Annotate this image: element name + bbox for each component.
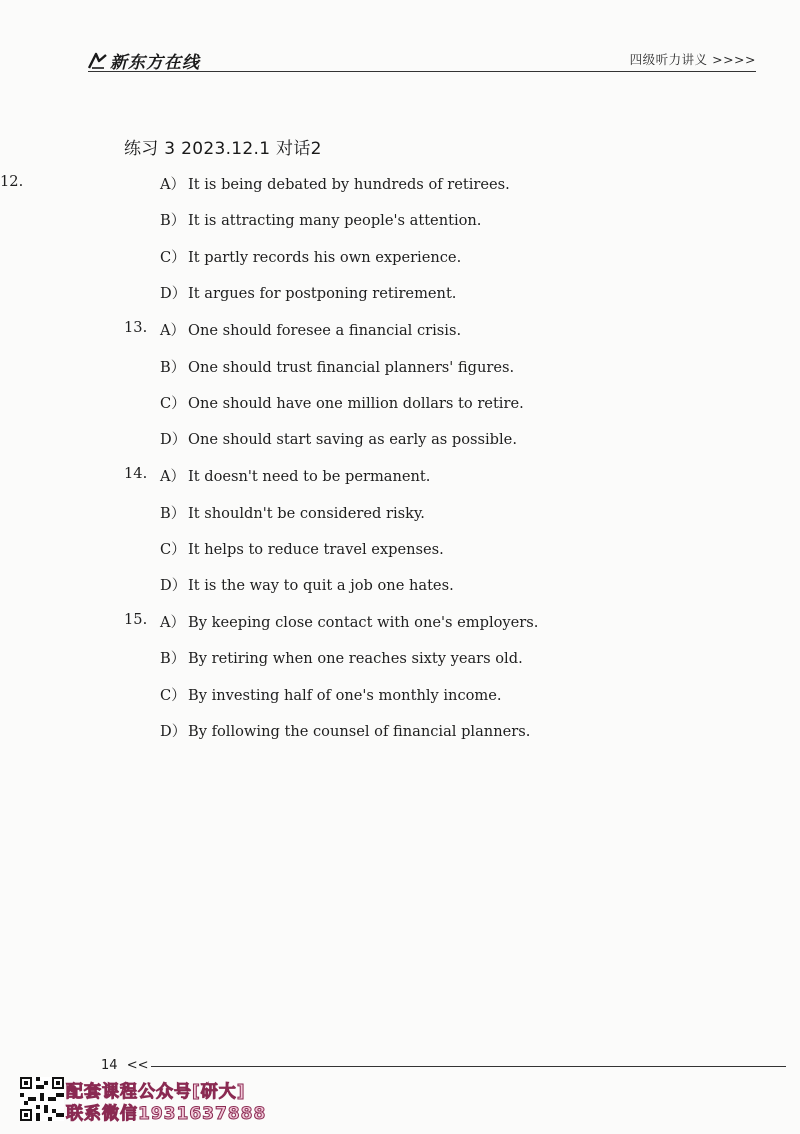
question-number: 13. <box>124 319 148 336</box>
option-letter: D） <box>160 431 187 448</box>
qr-code-icon <box>20 1077 64 1121</box>
option-a <box>160 319 461 340</box>
option-text: By retiring when one reaches sixty years old. <box>188 650 523 667</box>
page-number-value: 14 <box>101 1058 118 1073</box>
option-letter: C） <box>160 395 186 412</box>
brand-logo <box>88 48 200 73</box>
option-letter: D） <box>160 285 187 302</box>
option-a <box>160 611 538 632</box>
promo-watermark <box>20 1077 320 1123</box>
option-d <box>160 428 517 449</box>
option-letter: A） <box>160 176 186 193</box>
option-row <box>0 173 36 190</box>
option-letter: C） <box>160 687 186 704</box>
option-a <box>160 173 510 194</box>
question-number: 12. <box>0 173 24 190</box>
logo-text: 新东方在线 <box>110 53 200 73</box>
option-b <box>160 356 514 377</box>
option-text: One should trust financial planners' figures. <box>188 359 515 376</box>
option-letter: A） <box>160 614 186 631</box>
option-text: One should foresee a financial crisis. <box>188 322 462 339</box>
option-text: It helps to reduce travel expenses. <box>188 541 444 558</box>
watermark-line-1: 配套课程公众号[研大] <box>66 1082 246 1102</box>
option-b <box>160 502 425 523</box>
option-text: It partly records his own experience. <box>188 249 462 266</box>
option-d <box>160 282 456 303</box>
section-title: 练习 3 2023.12.1 对话2 <box>124 139 322 159</box>
option-b <box>160 209 481 230</box>
option-text: It doesn't need to be permanent. <box>188 468 431 485</box>
option-text: It is the way to quit a job one hates. <box>188 577 454 594</box>
option-c <box>160 538 444 559</box>
option-d <box>160 574 454 595</box>
header-divider <box>88 71 756 72</box>
option-c <box>160 392 524 413</box>
option-c <box>160 684 502 705</box>
logo-mark-icon <box>88 52 108 70</box>
option-a <box>160 465 430 486</box>
page-arrows: << <box>126 1058 149 1073</box>
option-text: It argues for postponing retirement. <box>188 285 457 302</box>
option-b <box>160 647 523 668</box>
option-text: By following the counsel of financial planners. <box>188 723 531 740</box>
option-text: By keeping close contact with one's employers. <box>188 614 539 631</box>
option-letter: B） <box>160 505 186 522</box>
option-text: By investing half of one's monthly income. <box>188 687 502 704</box>
option-text: One should start saving as early as possible. <box>188 431 517 448</box>
option-letter: D） <box>160 723 187 740</box>
option-letter: A） <box>160 322 186 339</box>
page-number <box>101 1058 148 1073</box>
footer-divider <box>151 1066 786 1067</box>
option-letter: A） <box>160 468 186 485</box>
header-title: 四级听力讲义 >>>> <box>629 52 756 67</box>
page-header <box>88 44 756 72</box>
watermark-line-2: 联系微信1931637888 <box>66 1104 267 1124</box>
option-letter: B） <box>160 650 186 667</box>
option-letter: B） <box>160 212 186 229</box>
option-letter: C） <box>160 541 186 558</box>
question-number: 14. <box>124 465 148 482</box>
question-number: 15. <box>124 611 148 628</box>
option-letter: B） <box>160 359 186 376</box>
option-letter: D） <box>160 577 187 594</box>
option-text: It is being debated by hundreds of retirees. <box>188 176 510 193</box>
option-d <box>160 720 530 741</box>
option-text: It shouldn't be considered risky. <box>188 505 425 522</box>
option-text: It is attracting many people's attention. <box>188 212 482 229</box>
option-text: One should have one million dollars to retire. <box>188 395 524 412</box>
option-letter: C） <box>160 249 186 266</box>
option-c <box>160 246 461 267</box>
